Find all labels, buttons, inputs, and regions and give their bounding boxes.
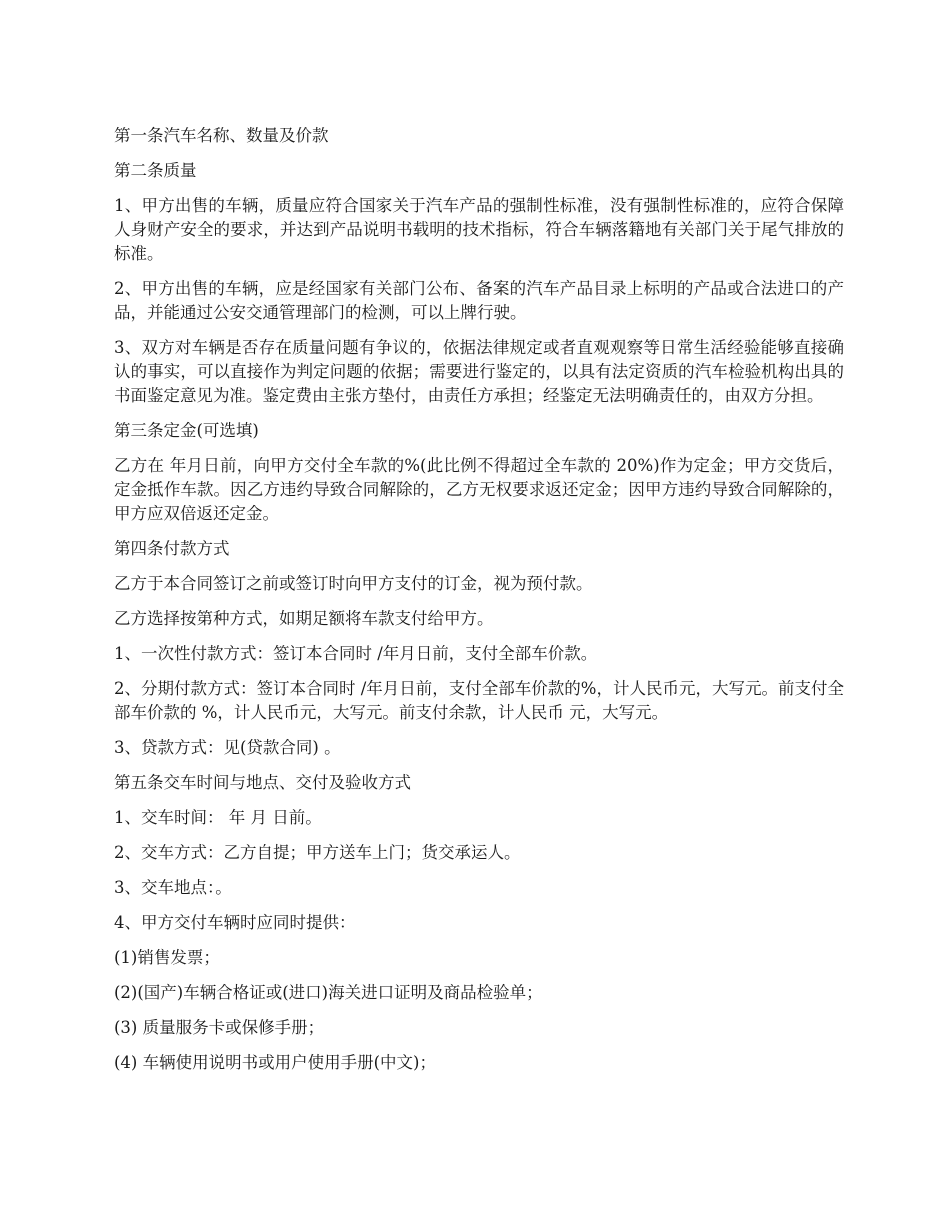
list-item-1: (1)销售发票； (114, 948, 220, 967)
clause-4-2: 2、分期付款方式：签订本合同时 /年月日前，支付全部车价款的%，计人民币元，大写元。前支付全部车价款的 %，计人民币元，大写元。前支付余款，计人民币 元，大写元。 (114, 679, 844, 722)
document-body (114, 124, 844, 1086)
clause-4-3: 3、贷款方式：见(贷款合同) 。 (114, 738, 341, 757)
clause-4-1: 1、一次性付款方式：签订本合同时 /年月日前，支付全部车价款。 (114, 644, 598, 663)
clause-5-2: 2、交车方式：乙方自提；甲方送车上门；货交承运人。 (114, 843, 521, 862)
section-heading-2: 第二条质量 (114, 161, 197, 180)
clause-3-body: 乙方在 年月日前，向甲方交付全车款的%(此比例不得超过全车款的 20%)作为定金；甲方交货后，定金抵作车款。因乙方违约导致合同解除的，乙方无权要求返还定金；因甲方违约导致合同解除的，甲方应双倍返还定金。 (114, 456, 844, 523)
clause-4-intro-2: 乙方选择按第种方式，如期足额将车款支付给甲方。 (114, 609, 494, 628)
clause-4-intro-1: 乙方于本合同签订之前或签订时向甲方支付的订金，视为预付款。 (114, 574, 593, 593)
list-item-3: (3) 质量服务卡或保修手册； (114, 1018, 325, 1037)
section-heading-1: 第一条汽车名称、数量及价款 (114, 126, 329, 145)
list-item-2: (2)(国产)车辆合格证或(进口)海关进口证明及商品检验单； (114, 983, 543, 1002)
clause-5-1: 1、交车时间： 年 月 日前。 (114, 808, 322, 827)
list-item-4: (4) 车辆使用说明书或用户使用手册(中文)； (114, 1053, 436, 1072)
clause-2-2: 2、甲方出售的车辆，应是经国家有关部门公布、备案的汽车产品目录上标明的产品或合法进口的产品，并能通过公安交通管理部门的检测，可以上牌行驶。 (114, 279, 844, 322)
clause-2-3: 3、双方对车辆是否存在质量问题有争议的，依据法律规定或者直观观察等日常生活经验能够直接确认的事实，可以直接作为判定问题的依据；需要进行鉴定的，以具有法定资质的汽车检验机构出具的书面鉴定意见为准。鉴定费由主张方垫付，由责任方承担；经鉴定无法明确责任的，由双方分担。 (114, 338, 844, 405)
clause-5-3: 3、交车地点：。 (114, 878, 232, 897)
section-heading-3: 第三条定金(可选填) (114, 421, 259, 440)
section-heading-5: 第五条交车时间与地点、交付及验收方式 (114, 773, 411, 792)
clause-2-1: 1、甲方出售的车辆，质量应符合国家关于汽车产品的强制性标准，没有强制性标准的，应符合保障人身财产安全的要求，并达到产品说明书载明的技术指标，符合车辆落籍地有关部门关于尾气排放的标准。 (114, 196, 844, 263)
section-heading-4: 第四条付款方式 (114, 539, 230, 558)
clause-5-4: 4、甲方交付车辆时应同时提供： (114, 913, 356, 932)
